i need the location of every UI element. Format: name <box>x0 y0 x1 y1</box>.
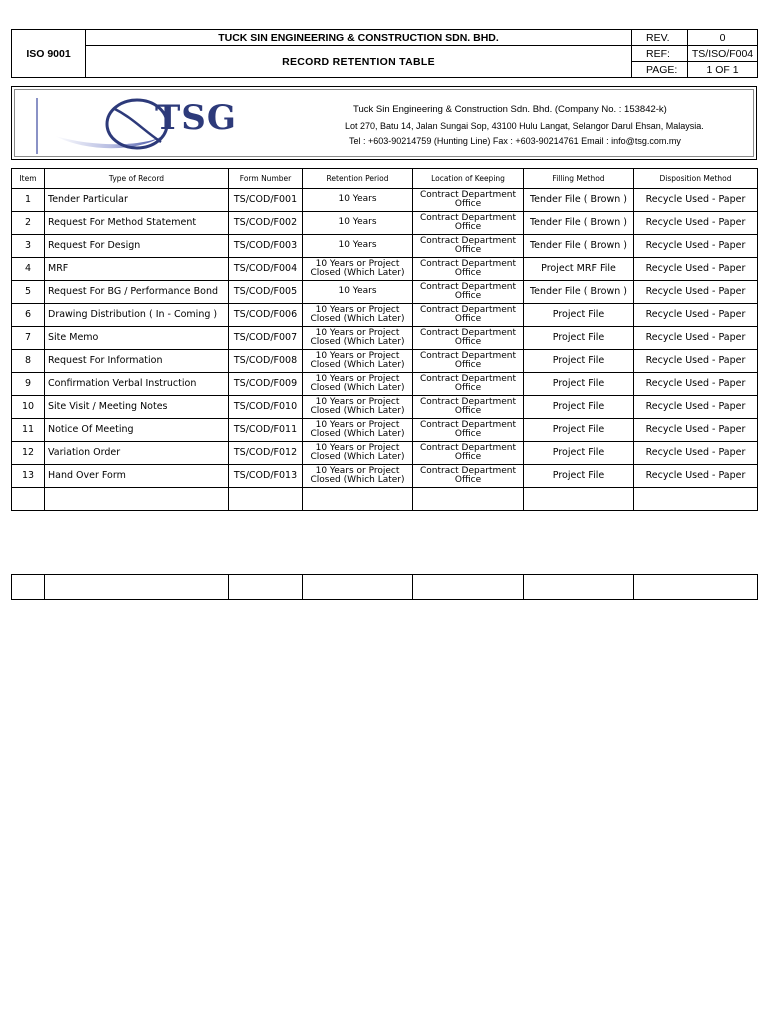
company-registration: Tuck Sin Engineering & Construction Sdn. Bhd. (Company No. : 153842-k) <box>353 104 667 115</box>
form-number-cell: TS/COD/F013 <box>229 465 303 488</box>
location-cell: Contract Department Office <box>413 350 524 373</box>
item-cell: 4 <box>12 258 45 281</box>
table-cell <box>524 575 634 600</box>
rev-label: REV. <box>632 30 688 46</box>
retention-cell: 10 Years or Project Closed (Which Later) <box>303 396 413 419</box>
filling-method-cell: Project MRF File <box>524 258 634 281</box>
retention-cell: 10 Years or Project Closed (Which Later) <box>303 258 413 281</box>
location-cell: Contract Department Office <box>413 212 524 235</box>
table-row <box>12 488 758 511</box>
table-row <box>12 212 758 235</box>
column-header: Form Number <box>229 169 303 189</box>
table-cell <box>229 488 303 511</box>
retention-cell: 10 Years or Project Closed (Which Later) <box>303 442 413 465</box>
disposition-cell: Recycle Used - Paper <box>634 304 758 327</box>
type-cell: Variation Order <box>45 442 229 465</box>
table-row <box>12 304 758 327</box>
column-header: Retention Period <box>303 169 413 189</box>
table-row <box>12 235 758 258</box>
filling-method-cell: Project File <box>524 304 634 327</box>
table-cell <box>12 488 45 511</box>
table-header-row <box>12 169 758 189</box>
filling-method-cell: Tender File ( Brown ) <box>524 281 634 304</box>
filling-method-cell: Tender File ( Brown ) <box>524 235 634 258</box>
location-cell: Contract Department Office <box>413 419 524 442</box>
item-cell: 1 <box>12 189 45 212</box>
retention-cell: 10 Years or Project Closed (Which Later) <box>303 373 413 396</box>
location-cell: Contract Department Office <box>413 465 524 488</box>
table-cell <box>12 575 45 600</box>
retention-cell: 10 Years <box>303 212 413 235</box>
document-header <box>11 29 758 78</box>
item-cell: 2 <box>12 212 45 235</box>
company-address: Lot 270, Batu 14, Jalan Sungai Sop, 43100 Hulu Langat, Selangor Darul Ehsan, Malaysia. <box>345 121 704 131</box>
filling-method-cell: Tender File ( Brown ) <box>524 189 634 212</box>
disposition-cell: Recycle Used - Paper <box>634 373 758 396</box>
type-cell: Request For Design <box>45 235 229 258</box>
type-cell: Request For Information <box>45 350 229 373</box>
disposition-cell: Recycle Used - Paper <box>634 258 758 281</box>
table-cell <box>45 575 229 600</box>
item-cell: 12 <box>12 442 45 465</box>
location-cell: Contract Department Office <box>413 396 524 419</box>
form-number-cell: TS/COD/F010 <box>229 396 303 419</box>
disposition-cell: Recycle Used - Paper <box>634 419 758 442</box>
table-row <box>12 373 758 396</box>
type-cell: Tender Particular <box>45 189 229 212</box>
type-cell: Confirmation Verbal Instruction <box>45 373 229 396</box>
form-number-cell: TS/COD/F006 <box>229 304 303 327</box>
retention-cell: 10 Years or Project Closed (Which Later) <box>303 327 413 350</box>
document-title: RECORD RETENTION TABLE <box>86 46 632 78</box>
table-row <box>12 465 758 488</box>
type-cell: Site Visit / Meeting Notes <box>45 396 229 419</box>
table-cell <box>413 488 524 511</box>
location-cell: Contract Department Office <box>413 327 524 350</box>
table-cell <box>303 488 413 511</box>
disposition-cell: Recycle Used - Paper <box>634 442 758 465</box>
filling-method-cell: Project File <box>524 350 634 373</box>
table-cell <box>229 575 303 600</box>
filling-method-cell: Project File <box>524 327 634 350</box>
column-header: Filling Method <box>524 169 634 189</box>
disposition-cell: Recycle Used - Paper <box>634 235 758 258</box>
table-row <box>12 258 758 281</box>
item-cell: 5 <box>12 281 45 304</box>
page-value: 1 OF 1 <box>688 62 758 78</box>
company-name: TUCK SIN ENGINEERING & CONSTRUCTION SDN. BHD. <box>86 30 632 46</box>
type-cell: Request For BG / Performance Bond <box>45 281 229 304</box>
table-row <box>12 442 758 465</box>
type-cell: Notice Of Meeting <box>45 419 229 442</box>
disposition-cell: Recycle Used - Paper <box>634 327 758 350</box>
location-cell: Contract Department Office <box>413 304 524 327</box>
disposition-cell: Recycle Used - Paper <box>634 281 758 304</box>
retention-cell: 10 Years or Project Closed (Which Later) <box>303 419 413 442</box>
form-number-cell: TS/COD/F004 <box>229 258 303 281</box>
type-cell: Site Memo <box>45 327 229 350</box>
filling-method-cell: Tender File ( Brown ) <box>524 212 634 235</box>
retention-cell: 10 Years or Project Closed (Which Later) <box>303 465 413 488</box>
table-cell <box>634 575 758 600</box>
item-cell: 9 <box>12 373 45 396</box>
column-header: Location of Keeping <box>413 169 524 189</box>
type-cell: Hand Over Form <box>45 465 229 488</box>
retention-cell: 10 Years <box>303 235 413 258</box>
table-body <box>12 189 758 511</box>
iso-label: ISO 9001 <box>12 30 86 78</box>
record-retention-table <box>11 168 758 511</box>
table-cell <box>303 575 413 600</box>
retention-cell: 10 Years or Project Closed (Which Later) <box>303 304 413 327</box>
form-number-cell: TS/COD/F008 <box>229 350 303 373</box>
table-cell <box>413 575 524 600</box>
table-cell <box>634 488 758 511</box>
retention-cell: 10 Years or Project Closed (Which Later) <box>303 350 413 373</box>
table-row <box>12 419 758 442</box>
company-contacts: Tel : +603-90214759 (Hunting Line) Fax : +603-90214761 Email : info@tsg.com.my <box>349 136 681 146</box>
tsg-logo-text: TSG <box>155 98 237 138</box>
item-cell: 7 <box>12 327 45 350</box>
company-band <box>11 86 757 160</box>
form-number-cell: TS/COD/F007 <box>229 327 303 350</box>
location-cell: Contract Department Office <box>413 373 524 396</box>
filling-method-cell: Project File <box>524 419 634 442</box>
form-number-cell: TS/COD/F005 <box>229 281 303 304</box>
filling-method-cell: Project File <box>524 373 634 396</box>
table-cell <box>45 488 229 511</box>
type-cell: Drawing Distribution ( In - Coming ) <box>45 304 229 327</box>
disposition-cell: Recycle Used - Paper <box>634 212 758 235</box>
filling-method-cell: Project File <box>524 465 634 488</box>
table-row <box>12 575 758 600</box>
location-cell: Contract Department Office <box>413 189 524 212</box>
item-cell: 10 <box>12 396 45 419</box>
location-cell: Contract Department Office <box>413 258 524 281</box>
table-row <box>12 327 758 350</box>
table-row <box>12 350 758 373</box>
type-cell: MRF <box>45 258 229 281</box>
type-cell: Request For Method Statement <box>45 212 229 235</box>
column-header: Type of Record <box>45 169 229 189</box>
item-cell: 3 <box>12 235 45 258</box>
rev-value: 0 <box>688 30 758 46</box>
table-row <box>12 189 758 212</box>
column-header: Disposition Method <box>634 169 758 189</box>
item-cell: 13 <box>12 465 45 488</box>
item-cell: 6 <box>12 304 45 327</box>
location-cell: Contract Department Office <box>413 281 524 304</box>
retention-cell: 10 Years <box>303 281 413 304</box>
form-number-cell: TS/COD/F003 <box>229 235 303 258</box>
filling-method-cell: Project File <box>524 442 634 465</box>
disposition-cell: Recycle Used - Paper <box>634 350 758 373</box>
table-row <box>12 396 758 419</box>
filling-method-cell: Project File <box>524 396 634 419</box>
form-number-cell: TS/COD/F002 <box>229 212 303 235</box>
company-band-inner <box>14 89 754 157</box>
form-number-cell: TS/COD/F011 <box>229 419 303 442</box>
ref-value: TS/ISO/F004 <box>688 46 758 62</box>
form-number-cell: TS/COD/F009 <box>229 373 303 396</box>
disposition-cell: Recycle Used - Paper <box>634 396 758 419</box>
item-cell: 8 <box>12 350 45 373</box>
table-row <box>12 281 758 304</box>
location-cell: Contract Department Office <box>413 442 524 465</box>
item-cell: 11 <box>12 419 45 442</box>
column-header: Item <box>12 169 45 189</box>
disposition-cell: Recycle Used - Paper <box>634 189 758 212</box>
blank-table-row <box>11 574 758 600</box>
form-number-cell: TS/COD/F012 <box>229 442 303 465</box>
location-cell: Contract Department Office <box>413 235 524 258</box>
page-label: PAGE: <box>632 62 688 78</box>
disposition-cell: Recycle Used - Paper <box>634 465 758 488</box>
retention-cell: 10 Years <box>303 189 413 212</box>
ref-label: REF: <box>632 46 688 62</box>
form-number-cell: TS/COD/F001 <box>229 189 303 212</box>
table-cell <box>524 488 634 511</box>
